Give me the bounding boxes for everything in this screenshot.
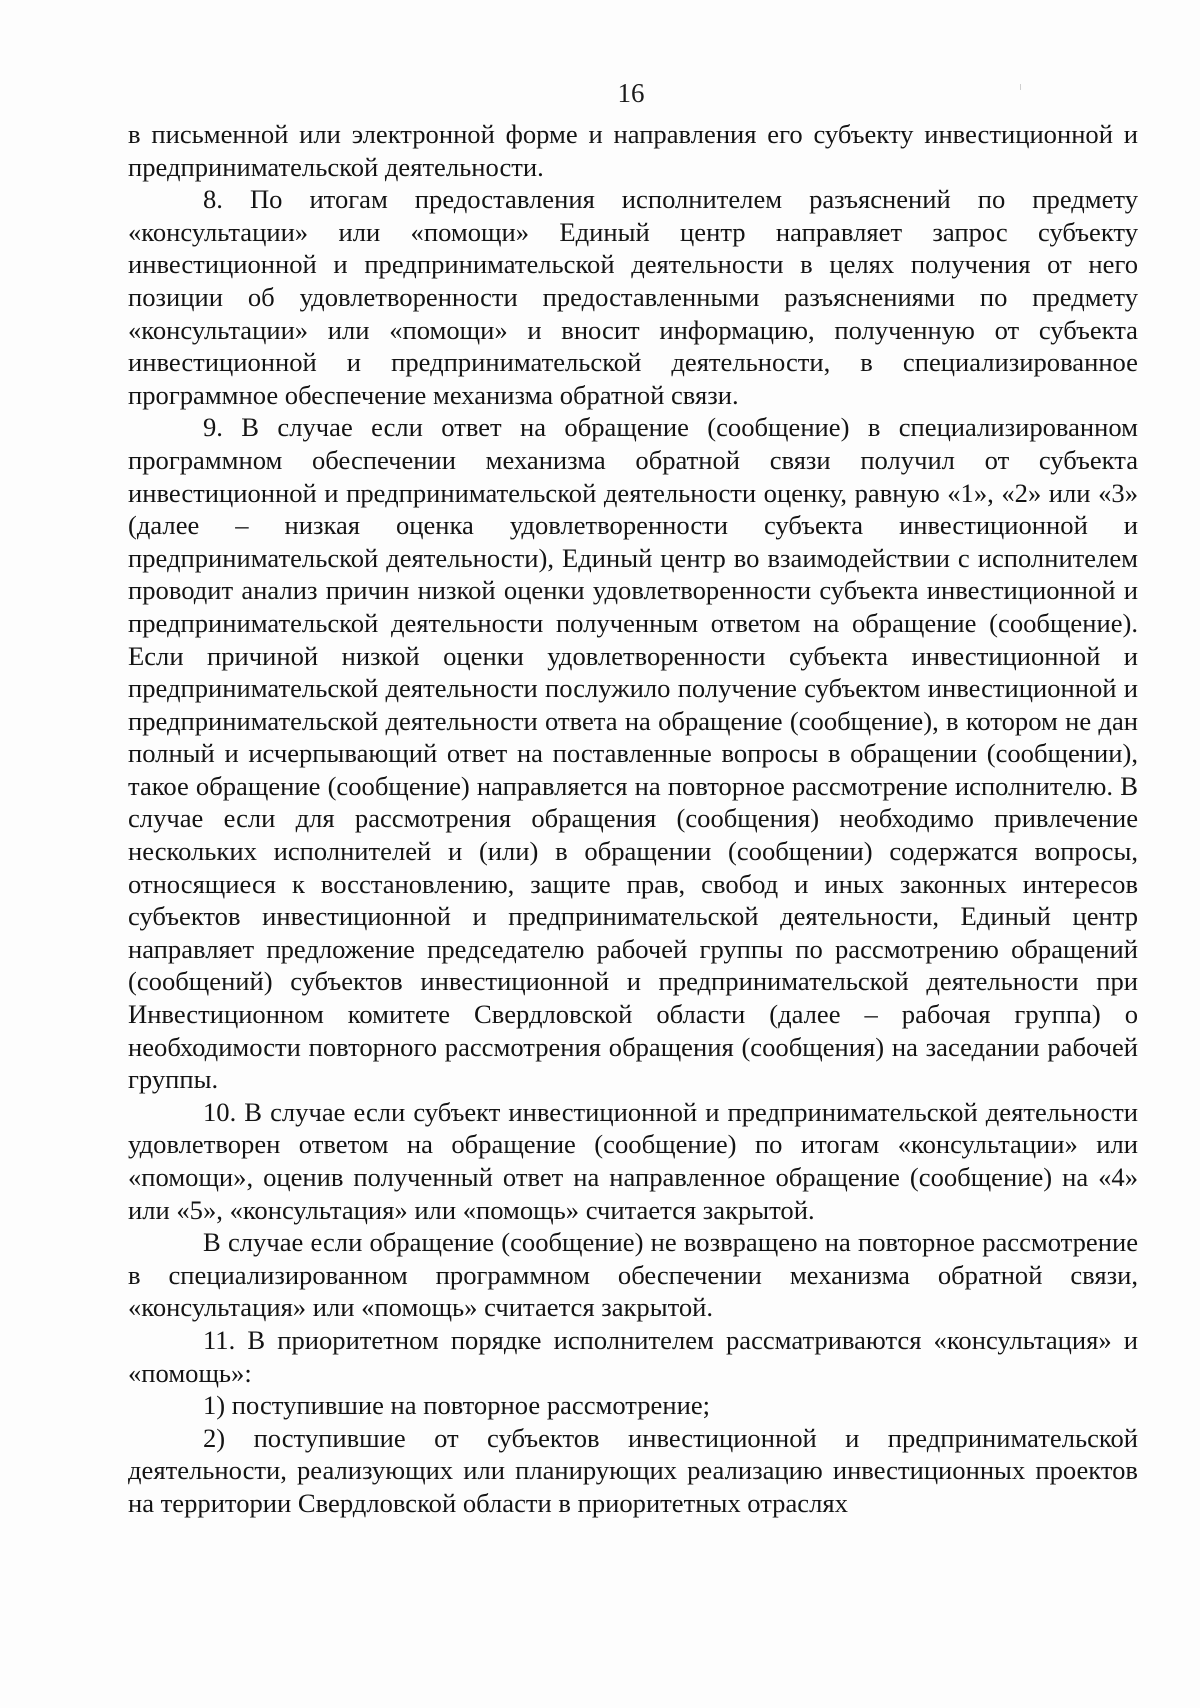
paragraph-continuation: в письменной или электронной форме и направления его субъекту инвестиционной и предпринимательской деятельности. bbox=[128, 119, 1138, 182]
document-body bbox=[128, 118, 1138, 1520]
paragraph-item-8: 8. По итогам предоставления исполнителем разъяснений по предмету «консультации» или «помощи» Единый центр направляет запрос субъекту инвестиционной и предпринимательской деятельности в целях получения от него позиции об удовлетворенности предоставленными разъяснениями по предмету «консультации» или «помощи» и вносит информацию, полученную от субъекта инвестиционной и предпринимательской деятельности, в специализированное программное обеспечение механизма обратной связи. bbox=[128, 184, 1138, 410]
subitem-2: 2) поступившие от субъектов инвестиционной и предпринимательской деятельности, реализующих или планирующих реализацию инвестиционных проектов на территории Свердловской области в приоритетных отраслях bbox=[128, 1422, 1138, 1518]
paragraph-item-11: 11. В приоритетном порядке исполнителем рассматриваются «консультация» и «помощь»: bbox=[128, 1324, 1138, 1388]
paragraph-item-10-continued: В случае если обращение (сообщение) не возвращено на повторное рассмотрение в специализированном программном обеспечении механизма обратной связи, «консультация» или «помощь» считается закрытой. bbox=[128, 1227, 1138, 1323]
page-number: 16 bbox=[617, 78, 645, 108]
subitem-1: 1) поступившие на повторное рассмотрение; bbox=[203, 1390, 711, 1421]
paragraph-item-9: 9. В случае если ответ на обращение (сообщение) в специализированном программном обеспечении механизма обратной связи получил от субъекта инвестиционной и предпринимательской деятельности оценку, равную «1», «2» или «3» (далее – низкая оценка удовлетворенности субъекта инвестиционной и предпринимательской деятельности), Единый центр во взаимодействии с исполнителем проводит анализ причин низкой оценки удовлетворенности субъекта инвестиционной и предпринимательской деятельности полученным ответом на обращение (сообщение). Если причиной низкой оценки удовлетворенности субъекта инвестиционной и предпринимательской деятельности послужило получение субъектом инвестиционной и предпринимательской деятельности ответа на обращение (сообщение), в котором не дан полный и исчерпывающий ответ на поставленные вопросы в обращении (сообщении), такое обращение (сообщение) направляется на повторное рассмотрение исполнителю. В случае если для рассмотрения обращения (сообщения) необходимо привлечение нескольких исполнителей и (или) в обращении (сообщении) содержатся вопросы, относящиеся к восстановлению, защите прав, свобод и иных законных интересов субъектов инвестиционной и предпринимательской деятельности, Единый центр направляет предложение председателю рабочей группы по рассмотрению обращений (сообщений) субъектов инвестиционной и предпринимательской деятельности при Инвестиционном комитете Свердловской области (далее – рабочая группа) о необходимости повторного рассмотрения обращения (сообщения) на заседании рабочей группы. bbox=[128, 412, 1138, 1095]
paragraph-item-10: 10. В случае если субъект инвестиционной и предпринимательской деятельности удовлетворен ответом на обращение (сообщение) по итогам «консультации» или «помощи», оценив полученный ответ на направленное обращение (сообщение) на «4» или «5», «консультация» или «помощь» считается закрытой. bbox=[128, 1096, 1138, 1225]
